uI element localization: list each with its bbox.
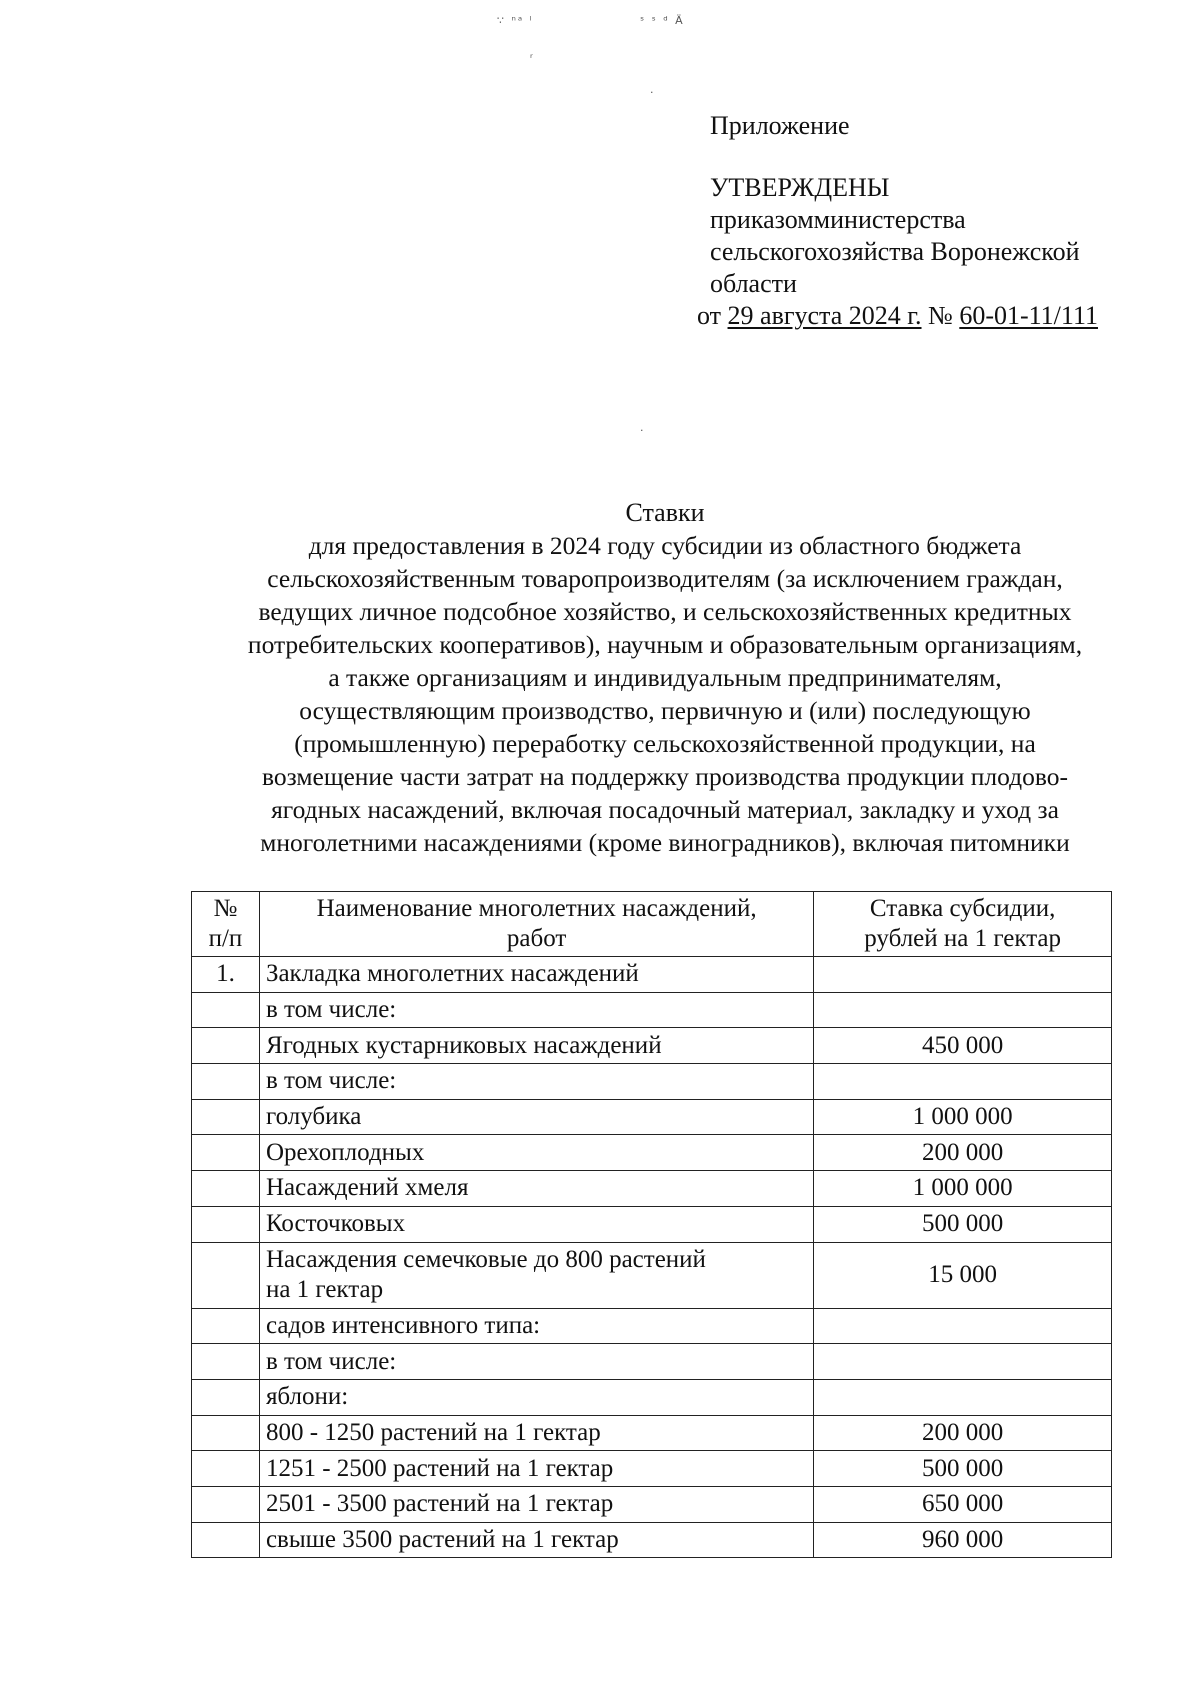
scan-artifact: · — [640, 424, 646, 437]
title-line: ягодных насаждений, включая посадочный материал, закладку и уход за — [271, 795, 1059, 824]
row-number — [192, 1099, 260, 1135]
scan-artifact: ∵ ⁿᵃ ˡ — [497, 14, 534, 27]
header-name-line: Наименование многолетних насаждений, — [316, 895, 757, 922]
row-number — [192, 1344, 260, 1380]
table-row — [192, 1379, 1112, 1415]
row-name: 2501 - 3500 растений на 1 гектар — [259, 1486, 813, 1522]
row-name: в том числе: — [259, 992, 813, 1028]
order-prefix: от — [697, 301, 728, 330]
table-row — [192, 957, 1112, 993]
row-rate — [814, 1064, 1112, 1100]
row-rate — [814, 957, 1112, 993]
row-number — [192, 992, 260, 1028]
rates-table — [191, 891, 1112, 1558]
row-name: Насаждений хмеля — [259, 1171, 813, 1207]
title-line: многолетними насаждениями (кроме виноградников), включая питомники — [260, 828, 1070, 857]
table-row — [192, 1344, 1112, 1380]
row-name: садов интенсивного типа: — [259, 1308, 813, 1344]
row-number — [192, 1415, 260, 1451]
order-date: 29 августа 2024 г. — [727, 301, 922, 330]
table-row — [192, 1242, 1112, 1308]
row-name: 800 - 1250 растений на 1 гектар — [259, 1415, 813, 1451]
table-row — [192, 1415, 1112, 1451]
table-row — [192, 992, 1112, 1028]
row-number — [192, 1242, 260, 1308]
order-reference — [697, 300, 1098, 332]
row-number: 1. — [192, 957, 260, 993]
row-name: голубика — [259, 1099, 813, 1135]
row-number — [192, 1379, 260, 1415]
row-rate: 1 000 000 — [814, 1171, 1112, 1207]
row-rate: 200 000 — [814, 1415, 1112, 1451]
table-row — [192, 1451, 1112, 1487]
title-line: возмещение части затрат на поддержку производства продукции плодово- — [262, 762, 1068, 791]
title-line: потребительских кооперативов), научным и образовательным организациям, — [247, 630, 1083, 659]
header-name-line: работ — [506, 925, 567, 952]
row-number — [192, 1451, 260, 1487]
header-number — [192, 892, 260, 957]
row-name: Орехоплодных — [259, 1135, 813, 1171]
table-header-row — [192, 892, 1112, 957]
table-row — [192, 1308, 1112, 1344]
approved-label: УТВЕРЖДЕНЫ — [710, 173, 890, 202]
row-name — [259, 1242, 813, 1308]
approval-line: сельскогохозяйства Воронежской — [710, 237, 1080, 266]
table-row — [192, 1206, 1112, 1242]
row-number — [192, 1064, 260, 1100]
row-number — [192, 1028, 260, 1064]
row-name: яблони: — [259, 1379, 813, 1415]
row-number — [192, 1206, 260, 1242]
row-name: в том числе: — [259, 1064, 813, 1100]
table-row — [192, 1028, 1112, 1064]
row-name: в том числе: — [259, 1344, 813, 1380]
document-title — [180, 496, 1150, 859]
approval-line: приказомминистерства — [710, 205, 966, 234]
table-row — [192, 1099, 1112, 1135]
header-number-line: п/п — [208, 925, 243, 952]
title-line: для предоставления в 2024 году субсидии из областного бюджета — [308, 531, 1022, 560]
row-rate: 450 000 — [814, 1028, 1112, 1064]
header-rate — [814, 892, 1112, 957]
title-line: сельскохозяйственным товаропроизводителям (за исключением граждан, — [267, 564, 1063, 593]
row-name: Косточковых — [259, 1206, 813, 1242]
table-row — [192, 1064, 1112, 1100]
title-line: ведущих личное подсобное хозяйство, и сельскохозяйственных кредитных — [258, 597, 1072, 626]
row-name: Закладка многолетних насаждений — [259, 957, 813, 993]
header-number-line: № — [213, 895, 238, 922]
row-rate: 1 000 000 — [814, 1099, 1112, 1135]
row-number — [192, 1522, 260, 1558]
row-name-line: Насаждения семечковые до 800 растений — [265, 1246, 706, 1273]
title-line: осуществляющим производство, первичную и (или) последующую — [299, 696, 1031, 725]
approval-line: области — [710, 269, 797, 298]
row-rate — [814, 992, 1112, 1028]
row-rate — [814, 1344, 1112, 1380]
order-number-sign: № — [921, 301, 960, 330]
table-row — [192, 1171, 1112, 1207]
title-heading: Ставки — [625, 498, 705, 527]
table-row — [192, 1486, 1112, 1522]
row-rate: 960 000 — [814, 1522, 1112, 1558]
scan-artifact: ˢ ˢ ᵈ Ä — [640, 14, 685, 27]
appendix-label: Приложение — [710, 111, 850, 140]
header-name — [259, 892, 813, 957]
header-rate-line: Ставка субсидии, — [869, 895, 1056, 922]
row-rate — [814, 1308, 1112, 1344]
table-row — [192, 1135, 1112, 1171]
row-rate: 500 000 — [814, 1451, 1112, 1487]
row-rate: 200 000 — [814, 1135, 1112, 1171]
row-rate: 650 000 — [814, 1486, 1112, 1522]
title-line: (промышленную) переработку сельскохозяйственной продукции, на — [294, 729, 1036, 758]
row-name-line: на 1 гектар — [265, 1276, 384, 1303]
scan-artifact: ᵣ — [530, 48, 535, 61]
row-number — [192, 1135, 260, 1171]
header-rate-line: рублей на 1 гектар — [864, 925, 1062, 952]
row-name: Ягодных кустарниковых насаждений — [259, 1028, 813, 1064]
order-number: 60-01-11/111 — [959, 301, 1098, 330]
row-rate — [814, 1379, 1112, 1415]
scan-artifact: · — [650, 86, 656, 99]
row-name: 1251 - 2500 растений на 1 гектар — [259, 1451, 813, 1487]
row-number — [192, 1486, 260, 1522]
approval-block — [697, 110, 1098, 332]
row-number — [192, 1171, 260, 1207]
row-rate: 500 000 — [814, 1206, 1112, 1242]
title-line: а также организациям и индивидуальным предпринимателям, — [328, 663, 1002, 692]
row-number — [192, 1308, 260, 1344]
row-rate: 15 000 — [814, 1242, 1112, 1308]
row-name: свыше 3500 растений на 1 гектар — [259, 1522, 813, 1558]
table-row — [192, 1522, 1112, 1558]
